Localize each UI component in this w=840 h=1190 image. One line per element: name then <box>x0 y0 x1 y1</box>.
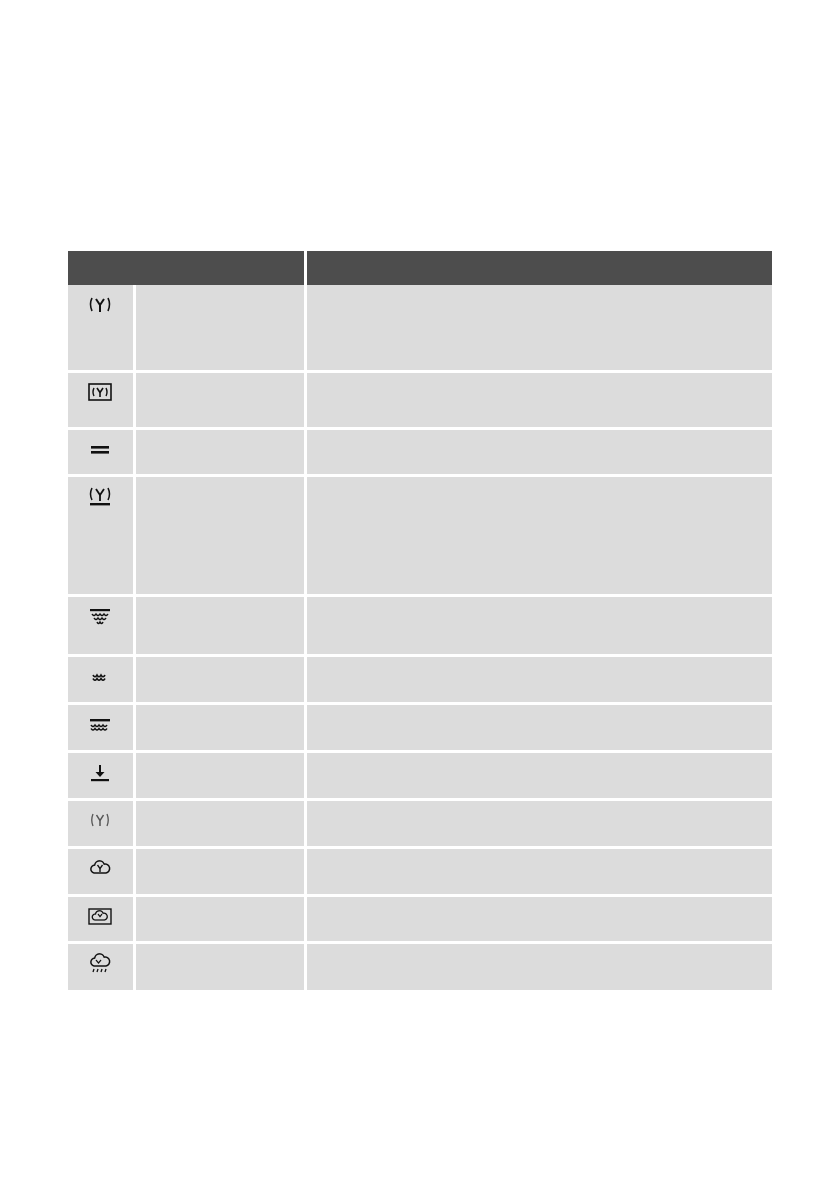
light-antenna-icon-glyph <box>85 809 115 835</box>
table-row <box>68 895 772 943</box>
description-cell <box>305 596 772 656</box>
description-cell <box>305 476 772 596</box>
term-cell <box>134 895 305 943</box>
table-header-row <box>68 251 772 285</box>
boxed-antenna-icon-glyph <box>85 381 115 407</box>
table-row <box>68 428 772 476</box>
table-row <box>68 799 772 847</box>
cloud-antenna-icon-glyph <box>85 857 115 883</box>
antenna-over-line-icon <box>68 476 134 596</box>
description-cell <box>305 895 772 943</box>
description-cell <box>305 656 772 704</box>
boxed-antenna-icon <box>68 371 134 428</box>
description-cell <box>305 847 772 895</box>
term-cell <box>134 285 305 371</box>
term-cell <box>134 596 305 656</box>
table-row <box>68 476 772 596</box>
cloud-antenna-icon <box>68 847 134 895</box>
cloud-rain-icon-glyph <box>85 952 115 978</box>
download-arrow-icon-glyph <box>85 761 115 787</box>
term-cell <box>134 476 305 596</box>
description-cell <box>305 704 772 752</box>
table-row <box>68 656 772 704</box>
table-body <box>68 285 772 990</box>
header-cell-term <box>68 251 305 285</box>
description-cell <box>305 285 772 371</box>
table-row <box>68 847 772 895</box>
bar-with-waves-icon-glyph <box>85 713 115 739</box>
term-cell <box>134 943 305 990</box>
table-header <box>68 251 772 285</box>
small-waves-icon-glyph <box>85 665 115 691</box>
antenna-downward-waves-icon <box>68 596 134 656</box>
term-cell <box>134 752 305 800</box>
broadcast-antenna-icon-glyph <box>85 293 115 319</box>
description-cell <box>305 428 772 476</box>
term-cell <box>134 428 305 476</box>
table-row <box>68 596 772 656</box>
term-cell <box>134 656 305 704</box>
description-cell <box>305 752 772 800</box>
table-row <box>68 704 772 752</box>
term-cell <box>134 799 305 847</box>
antenna-over-line-icon-glyph <box>85 485 115 511</box>
light-antenna-icon <box>68 799 134 847</box>
double-bar-icon-glyph <box>85 438 115 464</box>
table-row <box>68 285 772 371</box>
legend-table <box>68 251 772 990</box>
description-cell <box>305 943 772 990</box>
table-row <box>68 371 772 428</box>
header-cell-description <box>305 251 772 285</box>
term-cell <box>134 847 305 895</box>
table-row <box>68 943 772 990</box>
antenna-downward-waves-icon-glyph <box>85 605 115 631</box>
broadcast-antenna-icon <box>68 285 134 371</box>
term-cell <box>134 704 305 752</box>
download-arrow-icon <box>68 752 134 800</box>
boxed-cloud-icon-glyph <box>85 905 115 931</box>
description-cell <box>305 799 772 847</box>
term-cell <box>134 371 305 428</box>
table-row <box>68 752 772 800</box>
description-cell <box>305 371 772 428</box>
double-bar-icon <box>68 428 134 476</box>
boxed-cloud-icon <box>68 895 134 943</box>
cloud-rain-icon <box>68 943 134 990</box>
bar-with-waves-icon <box>68 704 134 752</box>
small-waves-icon <box>68 656 134 704</box>
